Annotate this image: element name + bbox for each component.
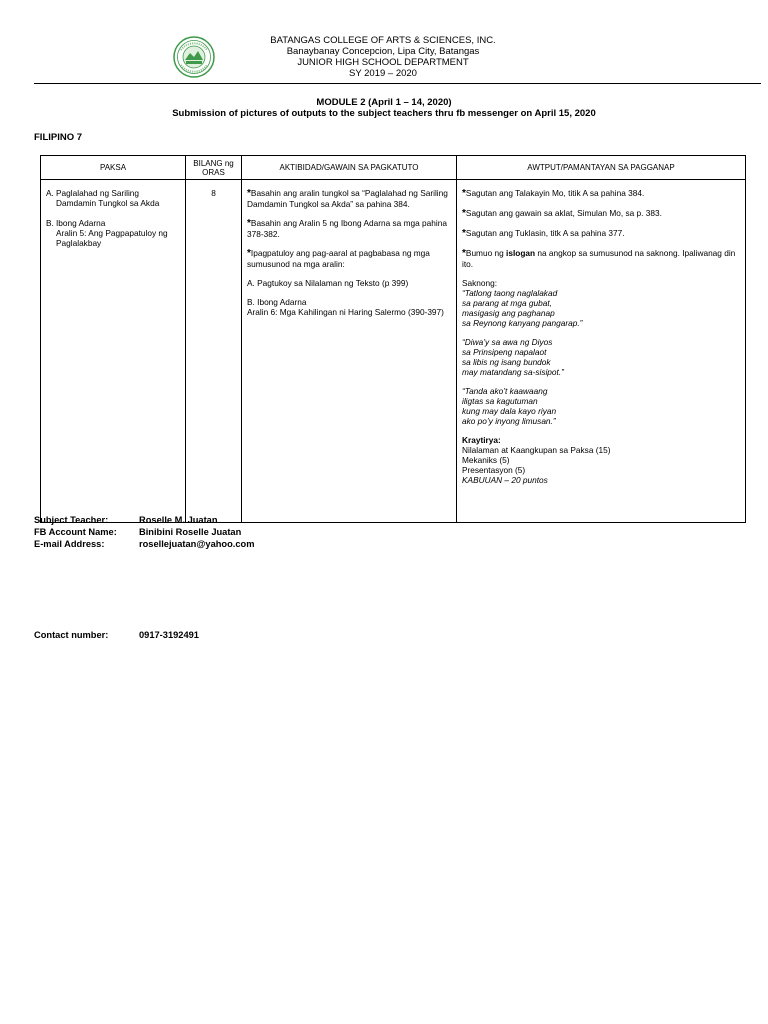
activity-text: Basahin ang Aralin 5 ng Ibong Adarna sa mga pahina 378-382.	[247, 218, 447, 239]
contact-label: Contact number:	[34, 630, 109, 640]
module-subtitle: Submission of pictures of outputs to the subject teachers thru fb messenger on April 15, 2020	[172, 108, 596, 119]
stanza-line: sa Prinsipeng napalaot	[462, 347, 547, 357]
activities-cell	[242, 180, 457, 523]
stanza	[462, 386, 740, 426]
stanza	[462, 337, 740, 377]
output-text: Sagutan ang gawain sa aklat, Simulan Mo, sa p. 383.	[465, 208, 662, 218]
header-paksa: PAKSA	[41, 156, 186, 180]
output-text: Sagutan ang Talakayin Mo, titik A sa pahina 384.	[465, 188, 645, 198]
teacher-info	[34, 514, 255, 550]
hours-cell: 8	[186, 180, 242, 523]
table-header-row	[41, 156, 746, 180]
topic-first-line: Paglalahad ng Sariling	[56, 188, 140, 198]
topic-rest: Damdamin Tungkol sa Akda	[56, 198, 160, 208]
module-heading	[0, 97, 768, 119]
header-aktibidad: AKTIBIDAD/GAWAIN SA PAGKATUTO	[242, 156, 457, 180]
criteria-item: Mekaniks (5)	[462, 455, 510, 465]
module-table	[40, 155, 746, 523]
activity-item	[247, 278, 451, 288]
topic-first-line: Ibong Adarna	[56, 218, 106, 228]
topic-rest: Aralin 5: Ang Pagpapatuloy ng Paglalakbay	[56, 228, 168, 248]
activity-text: Ipagpatuloy ang pag-aaral at pagbabasa ng mga sumusunod na mga aralin:	[247, 248, 430, 269]
activity-text: B. Ibong Adarna	[247, 297, 307, 307]
criteria-item: Nilalaman at Kaangkupan sa Paksa (15)	[462, 445, 611, 455]
stanza-line: “Tanda ako’t kaawaang	[462, 386, 548, 396]
output-item	[462, 208, 740, 219]
activity-item	[247, 188, 451, 209]
bullet-star: *	[247, 248, 251, 259]
topic-label: A.	[46, 188, 54, 198]
output-item	[462, 188, 740, 199]
stanza-line: sa libis ng isang bundok	[462, 357, 551, 367]
stanza-line: iligtas sa kagutuman	[462, 396, 538, 406]
activity-text: A. Pagtukoy sa Nilalaman ng Teksto (p 399)	[247, 278, 409, 288]
contact-value: 0917-3192491	[139, 630, 199, 640]
bullet-star: *	[462, 248, 466, 259]
module-title: MODULE 2 (April 1 – 14, 2020)	[316, 97, 452, 108]
teacher-value: Roselle M. Juatan	[139, 515, 218, 525]
activity-item	[247, 218, 451, 239]
criteria-block	[462, 435, 740, 485]
stanza	[462, 288, 740, 328]
stanza-line: “Diwa’y sa awa ng Diyos	[462, 337, 553, 347]
bullet-star: *	[462, 228, 466, 239]
stanza-line: sa Reynong kanyang pangarap.”	[462, 318, 583, 328]
slogan-keyword: islogan	[506, 248, 536, 258]
table-row	[41, 180, 746, 523]
stanza-line: sa parang at mga gubat,	[462, 298, 552, 308]
school-header	[200, 35, 566, 79]
criteria-total: KABUUAN – 20 puntos	[462, 475, 548, 485]
teacher-row	[34, 514, 255, 526]
bullet-star: *	[462, 208, 466, 219]
topic-item	[46, 188, 180, 208]
header-bilang-ng-oras: BILANG ng ORAS	[186, 156, 242, 180]
school-address: Banaybanay Concepcion, Lipa City, Batangas	[286, 46, 480, 57]
criteria-item: Presentasyon (5)	[462, 465, 526, 475]
email-value: rosellejuatan@yahoo.com	[139, 539, 255, 549]
activity-text: Aralin 6: Mga Kahilingan ni Haring Salermo (390-397)	[247, 307, 444, 317]
school-name: BATANGAS COLLEGE OF ARTS & SCIENCES, INC.	[270, 35, 496, 46]
fb-row	[34, 526, 255, 538]
bullet-star: *	[247, 188, 251, 199]
subject-title: FILIPINO 7	[34, 132, 83, 143]
teacher-label: Subject Teacher:	[34, 515, 109, 525]
stanza-line: “Tatlong taong naglalakad	[462, 288, 558, 298]
activity-item	[247, 248, 451, 269]
bullet-star: *	[247, 218, 251, 229]
header-awtput: AWTPUT/PAMANTAYAN SA PAGGANAP	[457, 156, 746, 180]
slogan-instruction	[462, 248, 740, 269]
output-item	[462, 228, 740, 239]
slogan-post: na angkop sa sumusunod na saknong. Ipaliwanag din ito.	[462, 248, 736, 269]
outputs-cell	[457, 180, 746, 523]
stanza-line: masigasig ang paghanap	[462, 308, 555, 318]
department-name: JUNIOR HIGH SCHOOL DEPARTMENT	[297, 57, 469, 68]
contact-info	[34, 629, 199, 641]
email-row	[34, 538, 255, 550]
header-divider	[34, 83, 761, 84]
stanza-line: may matandang sa-sisipot.”	[462, 367, 564, 377]
criteria-title: Kraytirya:	[462, 435, 501, 445]
topic-label: B.	[46, 218, 54, 228]
stanza-line: kung may dala kayo riyan	[462, 406, 557, 416]
topics-cell	[41, 180, 186, 523]
activity-text: Basahin ang aralin tungkol sa “Paglalahad ng Sariling Damdamin Tungkol sa Akda” sa pahina 384.	[247, 188, 448, 209]
stanza-line: ako po’y inyong limusan.”	[462, 416, 556, 426]
activity-item	[247, 297, 451, 317]
slogan-pre: Bumuo ng	[465, 248, 507, 258]
email-label: E-mail Address:	[34, 539, 105, 549]
school-year: SY 2019 – 2020	[349, 68, 417, 79]
output-text: Sagutan ang Tuklasin, titk A sa pahina 377.	[465, 228, 625, 238]
fb-value: Binibini Roselle Juatan	[139, 527, 242, 537]
fb-label: FB Account Name:	[34, 527, 117, 537]
bullet-star: *	[462, 188, 466, 199]
topic-item	[46, 218, 180, 248]
saknong-label: Saknong:	[462, 278, 498, 288]
